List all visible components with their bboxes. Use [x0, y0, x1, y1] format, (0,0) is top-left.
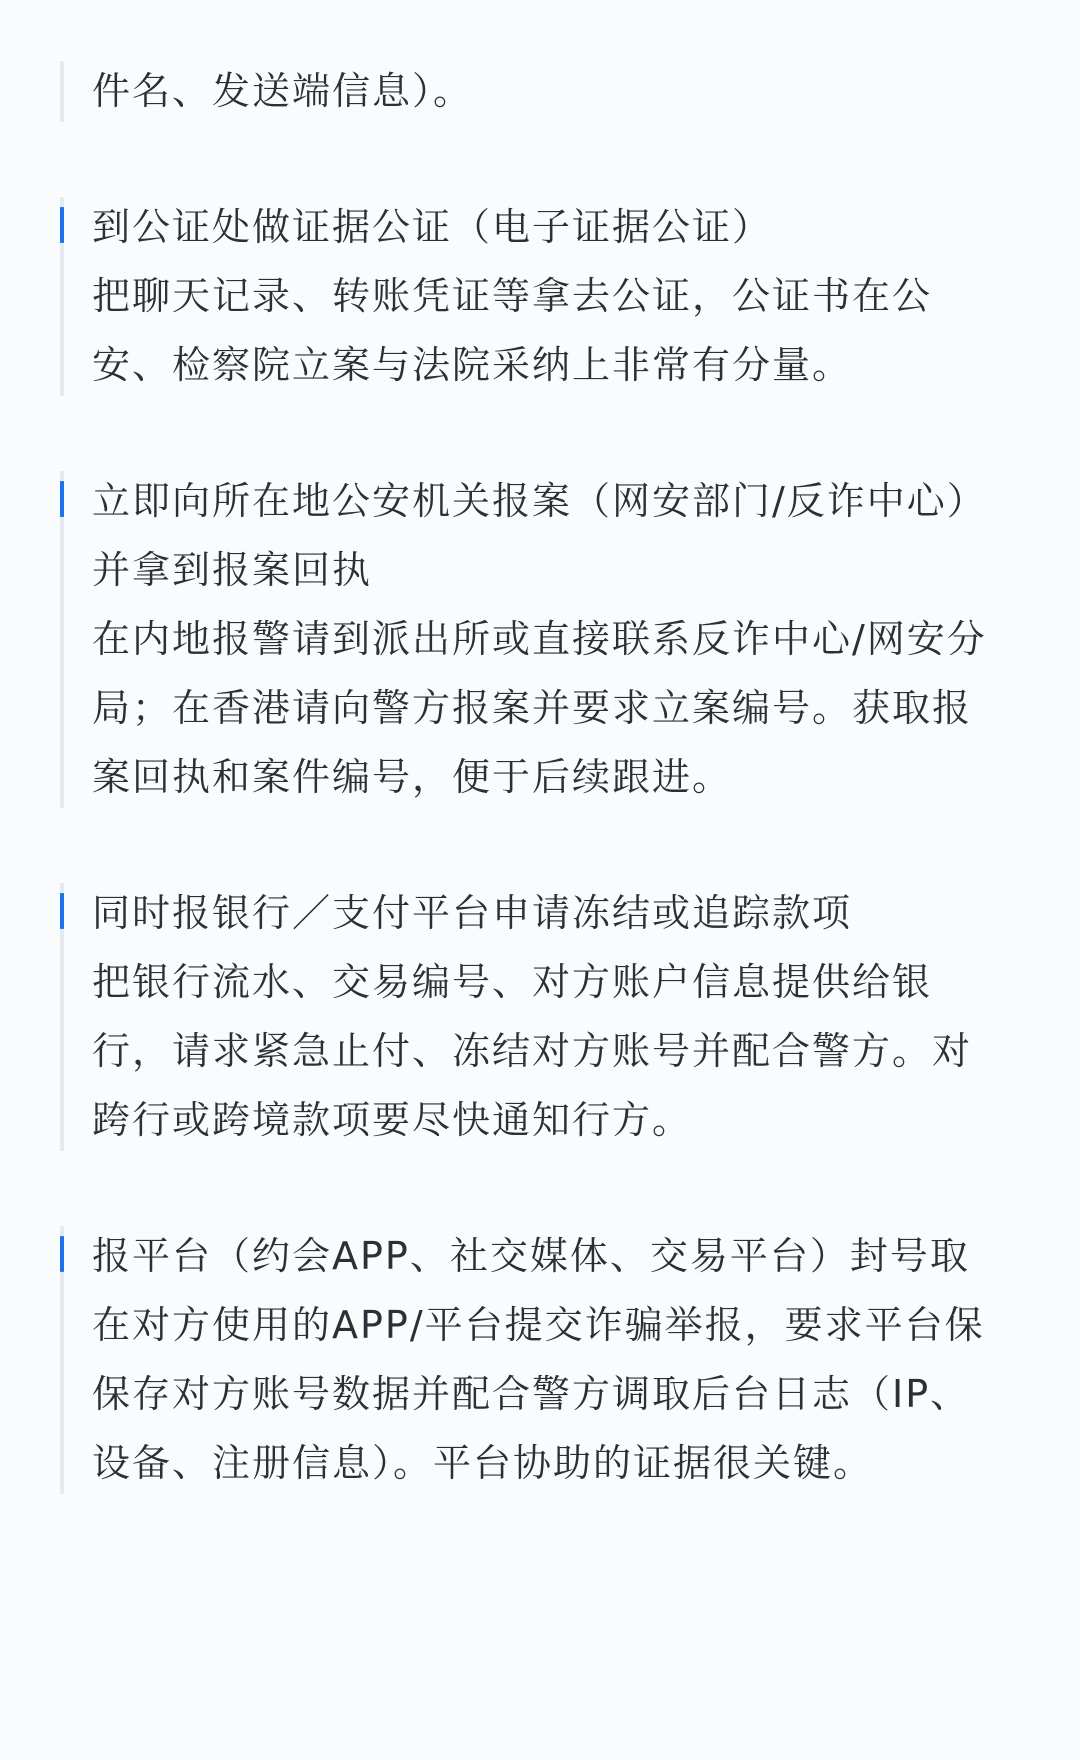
section-continuation: [60, 57, 1040, 126]
body-line: 在内地报警请到派出所或直接联系反诈中心/网安分: [92, 617, 987, 661]
section-notarization: [60, 193, 1040, 400]
section-police-report: [60, 467, 1040, 812]
body-line: 安、检察院立案与法院采纳上非常有分量。: [92, 343, 853, 387]
section-heading: 同时报银行／支付平台申请冻结或追踪款项: [92, 891, 853, 935]
section-bar: [60, 471, 64, 808]
section-accent-bar: [60, 1236, 64, 1272]
body-line: 设备、注册信息）。平台协助的证据很关键。: [92, 1441, 874, 1485]
section-heading: 到公证处做证据公证（电子证据公证）: [92, 205, 773, 249]
section-bar: [60, 61, 64, 122]
section-accent-bar: [60, 893, 64, 929]
body-line: 保存对方账号数据并配合警方调取后台日志（IP、: [92, 1372, 971, 1416]
body-line: 把聊天记录、转账凭证等拿去公证，公证书在公: [92, 274, 933, 318]
body-line: 行，请求紧急止付、冻结对方账号并配合警方。对: [92, 1029, 973, 1073]
section-heading: 并拿到报案回执: [92, 548, 373, 592]
body-line: 件名、发送端信息）。: [92, 69, 474, 113]
body-line: 把银行流水、交易编号、对方账户信息提供给银: [92, 960, 933, 1004]
section-heading: 立即向所在地公安机关报案（网安部门/反诈中心）: [92, 479, 987, 523]
section-accent-bar: [60, 207, 64, 243]
section-bank-freeze: [60, 879, 1040, 1155]
section-accent-bar: [60, 481, 64, 517]
body-line: 跨行或跨境款项要尽快通知行方。: [92, 1098, 693, 1142]
body-line: 局；在香港请向警方报案并要求立案编号。获取报: [92, 686, 973, 730]
section-heading: 报平台（约会APP、社交媒体、交易平台）封号取: [92, 1234, 970, 1278]
body-line: 在对方使用的APP/平台提交诈骗举报，要求平台保: [92, 1303, 985, 1347]
body-line: 案回执和案件编号，便于后续跟进。: [92, 755, 733, 799]
section-platform-report: [60, 1222, 1040, 1498]
